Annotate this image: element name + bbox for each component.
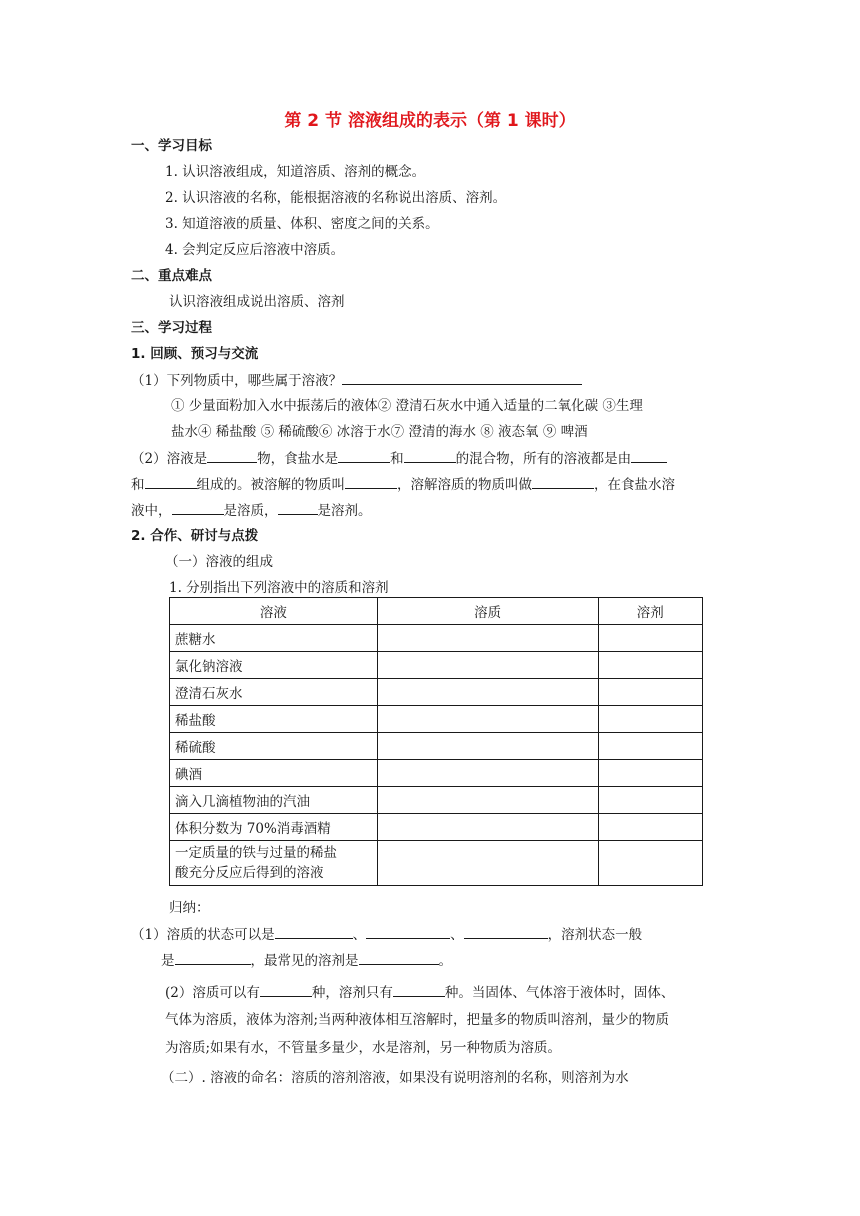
- solution-name: 稀硫酸: [170, 733, 378, 760]
- summary-text: 、: [352, 927, 367, 943]
- question-2-text: 组成的。被溶解的物质叫: [196, 477, 345, 493]
- solute-cell[interactable]: [377, 814, 598, 841]
- goal-item: 1. 认识溶液组成，知道溶质、溶剂的概念。: [165, 164, 426, 180]
- solvent-cell[interactable]: [598, 679, 702, 706]
- solution-name: 碘酒: [170, 760, 378, 787]
- question-1-options: ① 少量面粉加入水中振荡后的液体② 澄清石灰水中通入适量的二氧化碳 ③生理: [171, 398, 643, 414]
- solute-cell[interactable]: [377, 733, 598, 760]
- solvent-cell[interactable]: [598, 733, 702, 760]
- table-row: [170, 814, 703, 841]
- summary-text: 种。当固体、气体溶于液体时，固体、: [444, 985, 675, 1001]
- solution-name: 氯化钠溶液: [170, 652, 378, 679]
- solution-name: 滴入几滴植物油的汽油: [170, 787, 378, 814]
- goal-item: 2. 认识溶液的名称，能根据溶液的名称说出溶质、溶剂。: [165, 190, 507, 206]
- summary-label: 归纳：: [169, 900, 210, 916]
- solution-name: 澄清石灰水: [170, 679, 378, 706]
- solution-name: 蔗糖水: [170, 625, 378, 652]
- answer-blank: [345, 474, 397, 489]
- summary-text: 种，溶剂只有: [311, 985, 393, 1001]
- answer-blank: [175, 950, 251, 965]
- question-2-text: 和: [390, 451, 404, 467]
- solute-cell[interactable]: [377, 706, 598, 733]
- question-2-text: 的混合物，所有的溶液都是由: [455, 451, 632, 467]
- summary-text: (2）溶质可以有: [165, 985, 260, 1001]
- answer-blank: [260, 982, 312, 997]
- summary-point-1: [131, 924, 642, 945]
- table-row: [170, 787, 703, 814]
- summary-point-1-cont: [161, 950, 452, 971]
- solution-name-line: 酸充分反应后得到的溶液: [175, 865, 324, 881]
- question-1-options: 盐水④ 稀盐酸 ⑤ 稀硫酸⑥ 冰溶于水⑦ 澄清的海水 ⑧ 液态氧 ⑨ 啤酒: [171, 424, 588, 440]
- question-2: [131, 448, 667, 469]
- question-2-cont: [131, 474, 675, 495]
- solute-cell[interactable]: [377, 760, 598, 787]
- table-caption: 1. 分别指出下列溶液中的溶质和溶剂: [169, 580, 389, 596]
- solvent-cell[interactable]: [598, 814, 702, 841]
- summary-text: 、: [450, 927, 464, 943]
- page-title: 第 2 节 溶液组成的表示（第 1 课时）: [284, 111, 576, 131]
- answer-blank: [172, 500, 224, 515]
- part-heading-composition: （一）溶液的组成: [165, 554, 273, 570]
- question-2-text: 是溶质，: [223, 503, 278, 519]
- summary-text: （1）溶质的状态可以是: [131, 927, 275, 943]
- answer-blank: [342, 370, 582, 385]
- solvent-cell[interactable]: [598, 760, 702, 787]
- summary-text: ，溶剂状态一般: [547, 927, 643, 943]
- question-2-text: 物，食盐水是: [257, 451, 339, 467]
- table-row: [170, 706, 703, 733]
- answer-blank: [338, 448, 390, 463]
- table-row: [170, 679, 703, 706]
- question-2-cont: [131, 500, 372, 521]
- header-solvent: 溶剂: [598, 598, 702, 625]
- solvent-cell[interactable]: [598, 652, 702, 679]
- question-2-text: ，溶解溶质的物质叫做: [397, 477, 532, 493]
- summary-text: 。: [438, 953, 452, 969]
- answer-blank: [145, 474, 197, 489]
- header-solute: 溶质: [377, 598, 598, 625]
- answer-blank: [464, 924, 548, 939]
- key-points-text: 认识溶液组成说出溶质、溶剂: [169, 294, 345, 310]
- solute-cell[interactable]: [377, 652, 598, 679]
- summary-text: ，最常见的溶剂是: [250, 953, 359, 969]
- solute-cell[interactable]: [377, 679, 598, 706]
- table-row: [170, 841, 703, 886]
- question-2-text: 是溶剂。: [317, 503, 372, 519]
- question-2-text: （2）溶液是: [131, 451, 208, 467]
- summary-text: 是: [161, 953, 175, 969]
- table-row: [170, 760, 703, 787]
- answer-blank: [532, 474, 594, 489]
- solution-name: [170, 841, 378, 886]
- goal-item: 4. 会判定反应后溶液中溶质。: [165, 242, 345, 258]
- question-2-text: 液中，: [131, 503, 172, 519]
- solvent-cell[interactable]: [598, 841, 702, 886]
- solute-cell[interactable]: [377, 787, 598, 814]
- part-heading-naming: （二）. 溶液的命名：溶质的溶剂溶液，如果没有说明溶剂的名称，则溶剂为水: [161, 1070, 629, 1086]
- solute-cell[interactable]: [377, 625, 598, 652]
- solvent-cell[interactable]: [598, 706, 702, 733]
- table-row: [170, 733, 703, 760]
- summary-point-2-cont: 为溶质;如果有水，不管量多量少，水是溶剂，另一种物质为溶质。: [165, 1040, 562, 1056]
- solvent-cell[interactable]: [598, 787, 702, 814]
- solution-name: 体积分数为 70%消毒酒精: [170, 814, 378, 841]
- solute-cell[interactable]: [377, 841, 598, 886]
- answer-blank: [631, 448, 667, 463]
- section-heading-process: 三、学习过程: [131, 320, 212, 336]
- table-row: [170, 652, 703, 679]
- solution-table: [169, 597, 703, 886]
- table-header-row: [170, 598, 703, 625]
- answer-blank: [393, 982, 445, 997]
- answer-blank: [207, 448, 257, 463]
- question-1: [131, 370, 582, 391]
- solution-name: 稀盐酸: [170, 706, 378, 733]
- subsection-review: 1. 回顾、预习与交流: [131, 346, 259, 362]
- table-row: [170, 625, 703, 652]
- summary-point-2: [165, 982, 674, 1003]
- summary-point-2-cont: 气体为溶质，液体为溶剂;当两种液体相互溶解时，把量多的物质叫溶剂，量少的物质: [165, 1012, 670, 1028]
- question-2-text: ，在食盐水溶: [594, 477, 675, 493]
- answer-blank: [366, 924, 450, 939]
- answer-blank: [275, 924, 353, 939]
- solution-name-line: 一定质量的铁与过量的稀盐: [175, 845, 337, 861]
- section-heading-key-points: 二、重点难点: [131, 268, 212, 284]
- question-2-text: 和: [131, 477, 145, 493]
- subsection-discussion: 2. 合作、研讨与点拨: [131, 528, 259, 544]
- answer-blank: [359, 950, 439, 965]
- goal-item: 3. 知道溶液的质量、体积、密度之间的关系。: [165, 216, 439, 232]
- header-solution: 溶液: [170, 598, 378, 625]
- section-heading-goals: 一、学习目标: [131, 138, 212, 154]
- solvent-cell[interactable]: [598, 625, 702, 652]
- answer-blank: [278, 500, 318, 515]
- question-1-text: （1）下列物质中，哪些属于溶液？: [131, 373, 343, 389]
- answer-blank: [404, 448, 456, 463]
